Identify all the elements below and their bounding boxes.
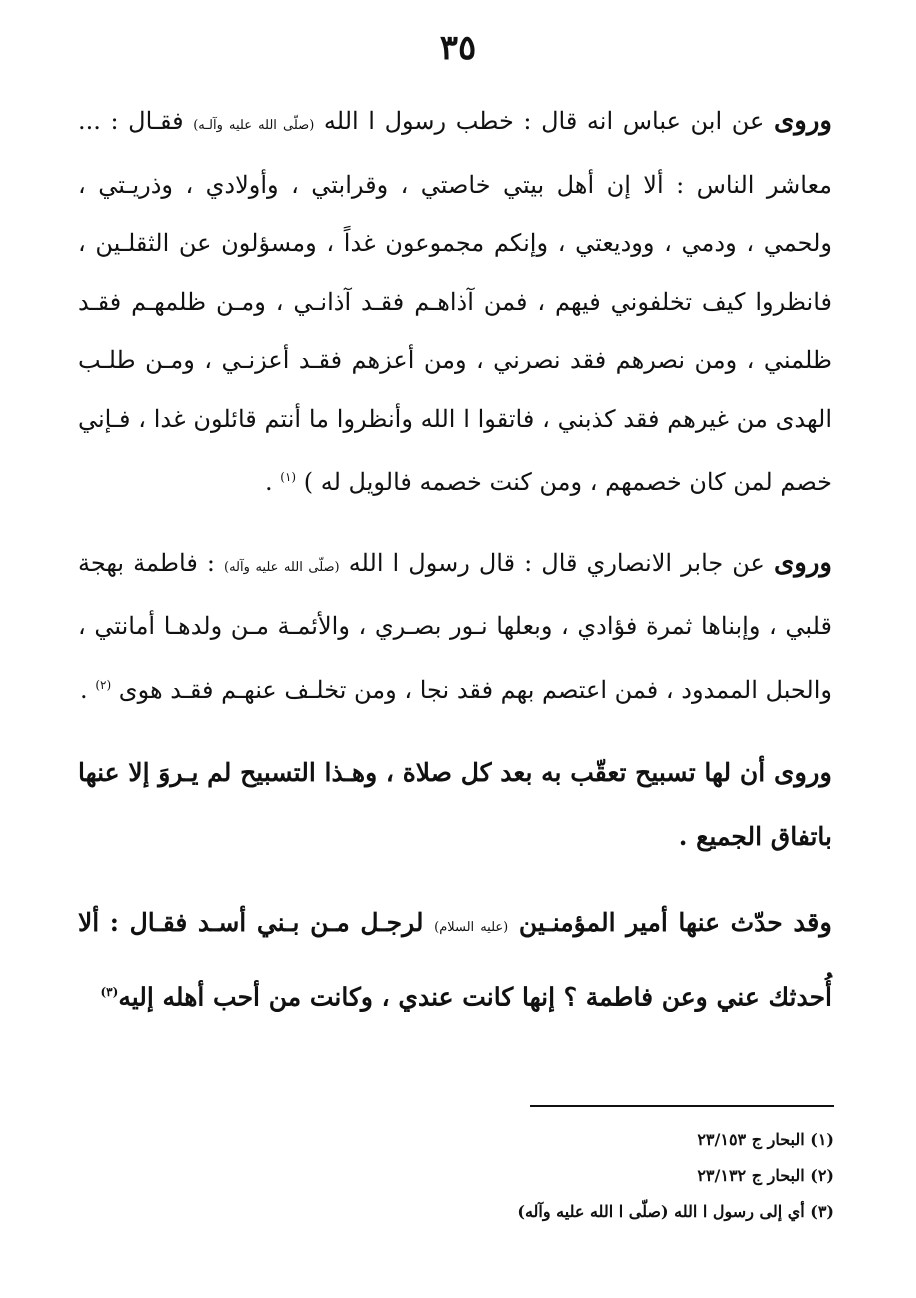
- paragraph-end: .: [80, 675, 96, 704]
- footnote-2: (٢) البحار ج ٢٣/١٣٢: [697, 1166, 834, 1185]
- paragraph-text: عن جابر الانصاري قال : قال رسول ا الله: [348, 548, 765, 577]
- paragraph-text: : فاطمة بهجة قلبي ، وإبناها ثمرة فؤادي ، وبعلها نـور بصـري ، والأئمـة مـن ولدهـا أمانتي ، والحبل الممدود ، فمن اعتصم بهم فقد نجا ، ومن تخلـف عنهـم فقـد هوى: [78, 548, 832, 704]
- paragraph-tasbih: [78, 741, 832, 869]
- paragraph-text: فقـال : ... معاشر الناس : ألا إن أهل بيتي خاصتي ، وقرابتي ، وأولادي ، وذريـتي ، ولحمي ، ودمي ، ووديعتي ، وإنكم مجموعون غداً ، ومسؤلون عن الثقلـين ، فانظروا كيف تخلفوني فيهم ، فمن آذاهـم فقـد آذانـي ، ومـن ظلمهـم فقـد ظلمني ، ومن نصرهم فقد نصرني ، ومن أعزهم فقـد أعزنـي ، ومـن طلـب الهدى من غيرهم فقد كذبني ، فاتقوا ا الله وأنظروا ما أنتم قائلون غدا ، فـإني خصم لمن كان خصمهم ، ومن كنت خصمه فالويل له ): [78, 107, 832, 496]
- paragraph-text: عن ابن عباس انه قال : خطب رسول ا الله: [323, 107, 765, 135]
- paragraph-lead-word: وقد: [793, 908, 832, 938]
- paragraph-lead-word: وروى: [773, 758, 832, 788]
- paragraph-text: أن لها تسبيح تعقّب به بعد كل صلاة ، وهـذا التسبيح لم يـروَ إلا عنها باتفاق الجميع .: [78, 758, 832, 851]
- salawat-note: (صلّى الله عليه وآلـه): [193, 118, 315, 133]
- paragraph-text: حدّث عنها أمير المؤمنـين: [518, 908, 783, 937]
- salawat-note: (صلّى الله عليه وآله): [224, 559, 340, 575]
- paragraph-amir-al-muminin: [78, 891, 832, 1029]
- body-text: [78, 92, 832, 1029]
- paragraph-jabir: [78, 534, 832, 720]
- paragraph-lead-word: وروى: [773, 106, 832, 136]
- salawat-note: (عليه السلام): [434, 920, 509, 935]
- page-number: ٣٥: [439, 28, 477, 68]
- footnote-1: (١) البحار ج ٢٣/١٥٣: [697, 1130, 834, 1149]
- footnote-ref: (٢): [95, 677, 112, 692]
- paragraph-ibn-abbas: [78, 92, 832, 512]
- footnote-divider: [530, 1105, 834, 1107]
- footnote-ref: (٣): [100, 985, 119, 999]
- paragraph-text: لرجـل مـن بـني أسـد فقـال : ألا أُحدثك عني وعن فاطمة ؟ إنها كانت عندي ، وكانت من أحب أهله إليه: [78, 908, 832, 1012]
- footnote-3: (٣) أي إلى رسول ا الله (صلّى ا الله عليه وآله): [517, 1202, 834, 1221]
- footnote-ref: (١): [280, 470, 297, 484]
- paragraph-lead-word: وروى: [773, 547, 832, 578]
- footnotes: [474, 1122, 834, 1230]
- paragraph-end: .: [264, 468, 281, 496]
